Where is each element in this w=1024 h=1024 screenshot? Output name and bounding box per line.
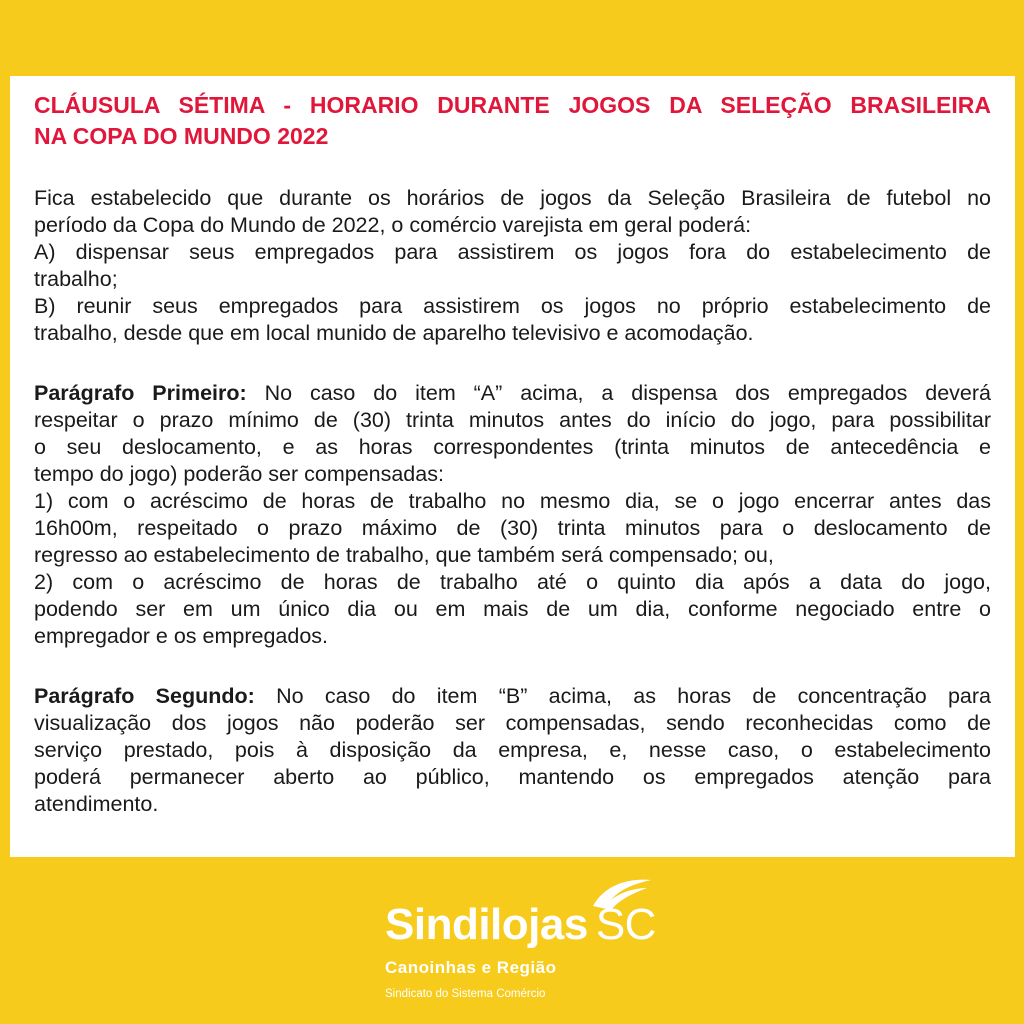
text-line: B) reunir seus empregados para assistirem os jogos no próprio estabelecimento de: [34, 294, 991, 318]
text-fragment: No caso do item “B” acima, as horas de concentração para: [254, 684, 992, 708]
text-line: serviço prestado, pois à disposição da empresa, e, nesse caso, o estabelecimento: [34, 738, 991, 762]
paragraph-second: [34, 683, 991, 818]
brand-name: [385, 900, 656, 950]
text-line: A) dispensar seus empregados para assistirem os jogos fora do estabelecimento de: [34, 240, 991, 264]
clause-title-line: CLÁUSULA SÉTIMA - HORARIO DURANTE JOGOS DA SELEÇÃO BRASILEIRA: [34, 92, 991, 118]
text-line: respeitar o prazo mínimo de (30) trinta minutos antes do início do jogo, para possibilitar: [34, 408, 991, 432]
text-line: trabalho, desde que em local munido de aparelho televisivo e acomodação.: [34, 321, 754, 345]
text-line: [34, 683, 991, 710]
text-line: trabalho;: [34, 267, 118, 291]
text-fragment: No caso do item “A” acima, a dispensa dos empregados deverá: [246, 381, 991, 405]
brand-region: Canoinhas e Região: [385, 958, 557, 977]
text-line: 1) com o acréscimo de horas de trabalho no mesmo dia, se o jogo encerrar antes das: [34, 489, 991, 513]
text-line: atendimento.: [34, 792, 159, 816]
clause-title: [34, 90, 991, 152]
text-line: tempo do jogo) poderão ser compensadas:: [34, 462, 444, 486]
text-line: período da Copa do Mundo de 2022, o comércio varejista em geral poderá:: [34, 213, 752, 237]
paragraph-heading: Parágrafo Primeiro:: [34, 381, 247, 405]
text-line: [34, 380, 991, 407]
document-page: [10, 76, 1015, 857]
text-line: podendo ser em um único dia ou em mais de um dia, conforme negociado entre o: [34, 597, 991, 621]
brand-name-text: Sindilojas: [385, 900, 588, 949]
intro-paragraph: [34, 185, 991, 347]
brand-suffix: SC: [595, 900, 656, 949]
text-line: 16h00m, respeitado o prazo máximo de (30) trinta minutos para o deslocamento de: [34, 516, 991, 540]
text-line: poderá permanecer aberto ao público, mantendo os empregados atenção para: [34, 765, 991, 789]
text-line: o seu deslocamento, e as horas correspondentes (trinta minutos de antecedência e: [34, 435, 991, 459]
paragraph-first: [34, 380, 991, 650]
brand-logo: [385, 870, 685, 1010]
paragraph-heading: Parágrafo Segundo:: [34, 684, 255, 708]
text-line: 2) com o acréscimo de horas de trabalho até o quinto dia após a data do jogo,: [34, 570, 991, 594]
text-line: Fica estabelecido que durante os horários de jogos da Seleção Brasileira de futebol no: [34, 186, 991, 210]
text-line: visualização dos jogos não poderão ser compensadas, sendo reconhecidas como de: [34, 711, 991, 735]
text-line: empregador e os empregados.: [34, 624, 329, 648]
text-line: regresso ao estabelecimento de trabalho, que também será compensado; ou,: [34, 543, 774, 567]
brand-tagline: Sindicato do Sistema Comércio: [385, 988, 546, 1000]
clause-title-line: NA COPA DO MUNDO 2022: [34, 123, 329, 149]
